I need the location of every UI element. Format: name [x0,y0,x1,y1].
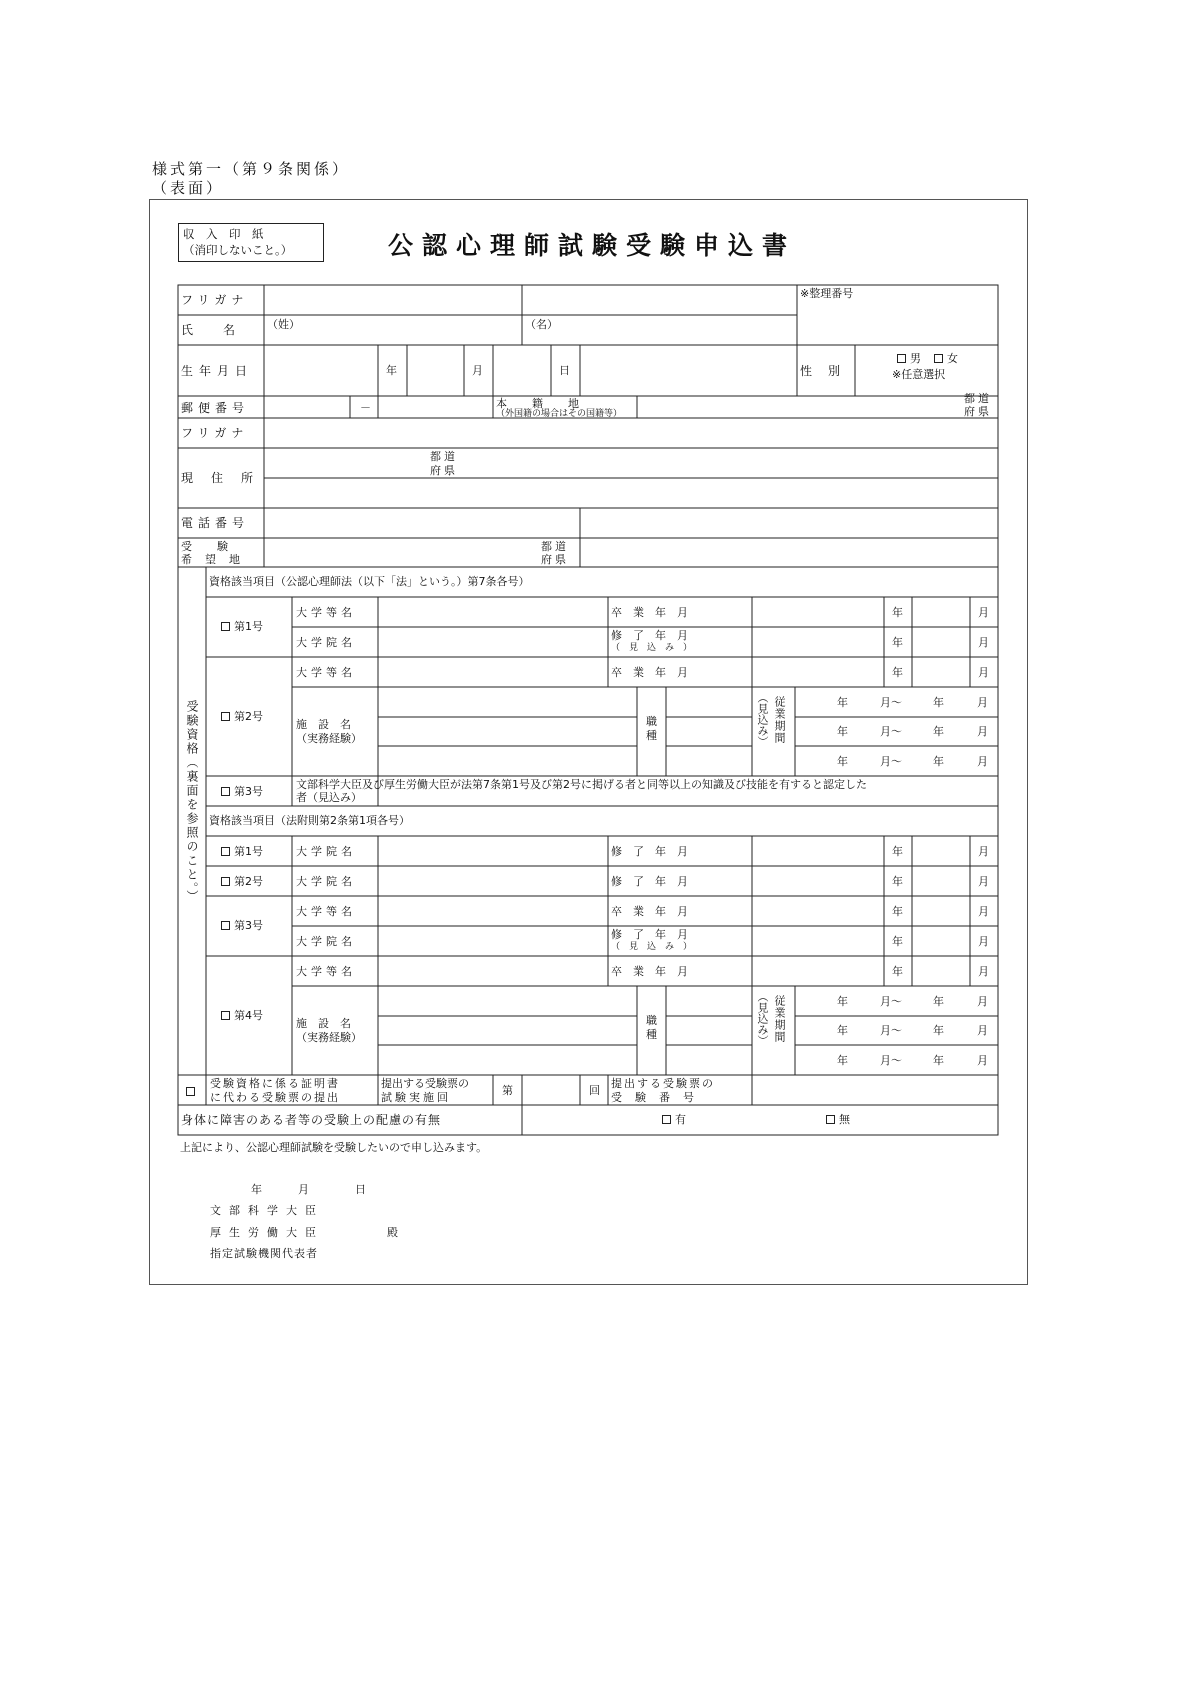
supp-no4-job-2: 種 [646,1028,657,1041]
exam-site-label-1: 受 験 [181,540,229,553]
year-unit: 年 [837,1024,848,1037]
section2-title: 資格該当項目（法附則第2条第1項各号） [209,814,410,827]
section1-title: 資格該当項目（公認心理師法（以下「法」という。）第7条各号） [209,575,530,588]
art7-no2-graduation-label: 卒 業 年 月 [611,666,688,679]
month-unit: 月 [977,995,988,1008]
supp-no3-grad-label: 大学院名 [296,935,356,948]
year-unit: 年 [892,935,903,948]
supp-no4-label: 第4号 [234,1009,263,1022]
supp-no2-grad-label: 大学院名 [296,875,356,888]
month-unit: 月 [978,845,989,858]
stamp-note: （消印しないこと。） [183,243,293,257]
revenue-stamp-box [178,223,324,262]
qualification-vertical-label: 受験資格（裏面を参照のこと。） [185,700,199,904]
honseki-note: （外国籍の場合はその国籍等） [496,409,623,419]
year-unit: 年 [892,905,903,918]
year-unit: 年 [933,1054,944,1067]
supp-no4-period-expected: （見込み） [756,991,769,1046]
art7-no2-checkbox[interactable] [221,712,230,721]
birthdate-label: 生年月日 [181,364,254,378]
supp-no4-period-label: 従業期間 [773,995,786,1043]
female-option-label: 女 [947,352,958,365]
year-unit: 年 [892,845,903,858]
month-unit: 月 [978,606,989,619]
supp-no1-completion-label: 修 了 年 月 [611,845,688,858]
year-unit: 年 [837,995,848,1008]
year-unit: 年 [933,725,944,738]
supp-no4-univ-label: 大学等名 [296,965,356,978]
furigana-label: フリガナ [181,293,249,307]
period-from: 月～ [880,725,902,738]
art7-no1 [221,620,263,633]
month-unit: 月 [978,875,989,888]
minister-1: 文部科学大臣 [210,1204,324,1217]
art7-no2-label: 第2号 [234,710,263,723]
year-unit: 年 [933,696,944,709]
sex-options [897,352,958,365]
given-name-label: （名） [525,318,558,331]
art7-no2-period-expected: （見込み） [756,692,769,747]
certificate-session-label-2: 試験実施回 [381,1091,451,1104]
supp-no2-label: 第2号 [234,875,263,888]
disability-no-checkbox[interactable] [826,1115,835,1124]
birth-month-unit: 月 [472,364,483,377]
supp-no3-checkbox[interactable] [221,921,230,930]
disability-yes-label: 有 [675,1113,686,1126]
art7-no1-univ-label: 大学等名 [296,606,356,619]
phone-label: 電話番号 [181,516,250,530]
month-unit: 月 [977,755,988,768]
birth-day-unit: 日 [559,364,570,377]
supp-no2-completion-label: 修 了 年 月 [611,875,688,888]
declaration-text: 上記により、公認心理師試験を受験したいので申し込みます。 [180,1141,488,1154]
art7-no3-text-2: 者（見込み） [296,791,362,804]
certificate-label-1: 受験資格に係る証明書 [210,1077,340,1090]
year-unit: 年 [933,755,944,768]
sign-day: 日 [355,1183,366,1196]
male-option-label: 男 [910,352,921,365]
supp-no4 [221,1009,263,1022]
month-unit: 月 [977,725,988,738]
month-unit: 月 [977,1054,988,1067]
postal-code-label: 郵便番号 [181,401,250,415]
minister-2: 厚生労働大臣 [210,1226,324,1239]
sign-year: 年 [251,1183,262,1196]
year-unit: 年 [837,1054,848,1067]
year-unit: 年 [837,696,848,709]
disability-yes-checkbox[interactable] [662,1115,671,1124]
year-unit: 年 [892,666,903,679]
period-from: 月～ [880,995,902,1008]
art7-no1-grad-label: 大学院名 [296,636,356,649]
address-label: 現 住 所 [181,471,257,485]
supp-no4-graduation-label: 卒 業 年 月 [611,965,688,978]
year-unit: 年 [837,725,848,738]
year-unit: 年 [892,606,903,619]
year-unit: 年 [933,995,944,1008]
honseki-pref-2: 府県 [964,405,992,418]
postal-dash: － [360,401,371,414]
supp-no3-label: 第3号 [234,919,263,932]
exam-site-label-2: 希 望 地 [181,553,241,566]
surname-label: （姓） [267,318,300,331]
art7-no2 [221,710,263,723]
page-title: 公認心理師試験受験申込書 [388,231,797,260]
art7-no2-facility-label: 施 設 名 [296,718,351,731]
disability-no [826,1113,850,1126]
art7-no3-text-1: 文部科学大臣及び厚生労働大臣が法第7条第1号及び第2号に掲げる者と同等以上の知識及び技能を有すると認定した [296,778,867,791]
month-unit: 月 [978,935,989,948]
supp-no3-univ-label: 大学等名 [296,905,356,918]
supp-no3-completion-label: 修 了 年 月 [611,928,688,941]
disability-yes [662,1113,686,1126]
month-unit: 月 [977,1024,988,1037]
honseki-label: 本 籍 地 [496,397,580,410]
art7-no1-completion-label: 修 了 年 月 [611,629,688,642]
period-from: 月～ [880,1024,902,1037]
stamp-label: 収 入 印 紙 [183,227,264,241]
female-checkbox[interactable] [934,354,943,363]
art7-no1-graduation-label: 卒 業 年 月 [611,606,688,619]
reference-number-label: ※整理番号 [800,287,854,300]
year-unit: 年 [933,1024,944,1037]
address-furigana-label: フリガナ [181,426,249,440]
month-unit: 月 [978,905,989,918]
year-unit: 年 [892,875,903,888]
certificate-kai: 回 [589,1084,600,1097]
male-checkbox[interactable] [897,354,906,363]
address-pref-2: 府県 [430,464,458,477]
period-from: 月～ [880,696,902,709]
art7-no1-label: 第1号 [234,620,263,633]
art7-no2-period-label: 従業期間 [773,696,786,744]
month-unit: 月 [978,666,989,679]
exam-site-pref-2: 府県 [541,553,569,566]
art7-no1-checkbox[interactable] [221,622,230,631]
certificate-checkbox-cell [186,1084,199,1098]
certificate-checkbox[interactable] [186,1087,195,1096]
art7-no3-label: 第3号 [234,785,263,798]
form-side: （表面） [152,179,225,197]
supp-no4-facility-note: （実務経験） [296,1031,362,1044]
month-unit: 月 [977,696,988,709]
disability-no-label: 無 [839,1113,850,1126]
period-from: 月～ [880,1054,902,1067]
certificate-number-label-2: 受 験 番 号 [611,1091,695,1104]
certificate-number-label-1: 提出する受験票の [611,1077,715,1090]
art7-no3 [221,785,263,798]
month-unit: 月 [978,965,989,978]
exam-site-pref-1: 都道 [541,540,569,553]
disability-label: 身体に障害のある者等の受験上の配慮の有無 [181,1113,442,1127]
sex-label: 性 別 [800,364,843,378]
supp-no3-graduation-label: 卒 業 年 月 [611,905,688,918]
supp-no4-checkbox[interactable] [221,1011,230,1020]
supp-no3 [221,919,263,932]
art7-no2-job-1: 職 [646,715,657,728]
art7-no3-checkbox[interactable] [221,787,230,796]
art7-no2-job-2: 種 [646,729,657,742]
supp-no1 [221,845,263,858]
certificate-label-2: に代わる受験票の提出 [210,1091,340,1104]
sign-month: 月 [298,1183,309,1196]
supp-no2-checkbox[interactable] [221,877,230,886]
supp-no1-label: 第1号 [234,845,263,858]
supp-no1-grad-label: 大学院名 [296,845,356,858]
year-unit: 年 [892,636,903,649]
art7-no1-expected-label: （ 見 込 み ） [611,643,693,653]
representative: 指定試験機関代表者 [210,1247,318,1260]
address-pref-1: 都道 [430,450,458,463]
certificate-dai: 第 [502,1084,513,1097]
supp-no4-job-1: 職 [646,1014,657,1027]
art7-no2-univ-label: 大学等名 [296,666,356,679]
form-id: 様式第一（第９条関係） [152,160,351,178]
period-from: 月～ [880,755,902,768]
supp-no2 [221,875,263,888]
name-label: 氏 名 [181,323,238,337]
supp-no3-expected-label: （ 見 込 み ） [611,942,693,952]
honorific: 殿 [387,1226,398,1239]
sex-optional-note: ※任意選択 [892,368,946,381]
birth-year-unit: 年 [386,364,397,377]
year-unit: 年 [892,965,903,978]
honseki-pref-1: 都道 [964,392,992,405]
supp-no4-facility-label: 施 設 名 [296,1017,351,1030]
year-unit: 年 [837,755,848,768]
supp-no1-checkbox[interactable] [221,847,230,856]
month-unit: 月 [978,636,989,649]
art7-no2-facility-note: （実務経験） [296,732,362,745]
certificate-session-label-1: 提出する受験票の [381,1077,469,1090]
